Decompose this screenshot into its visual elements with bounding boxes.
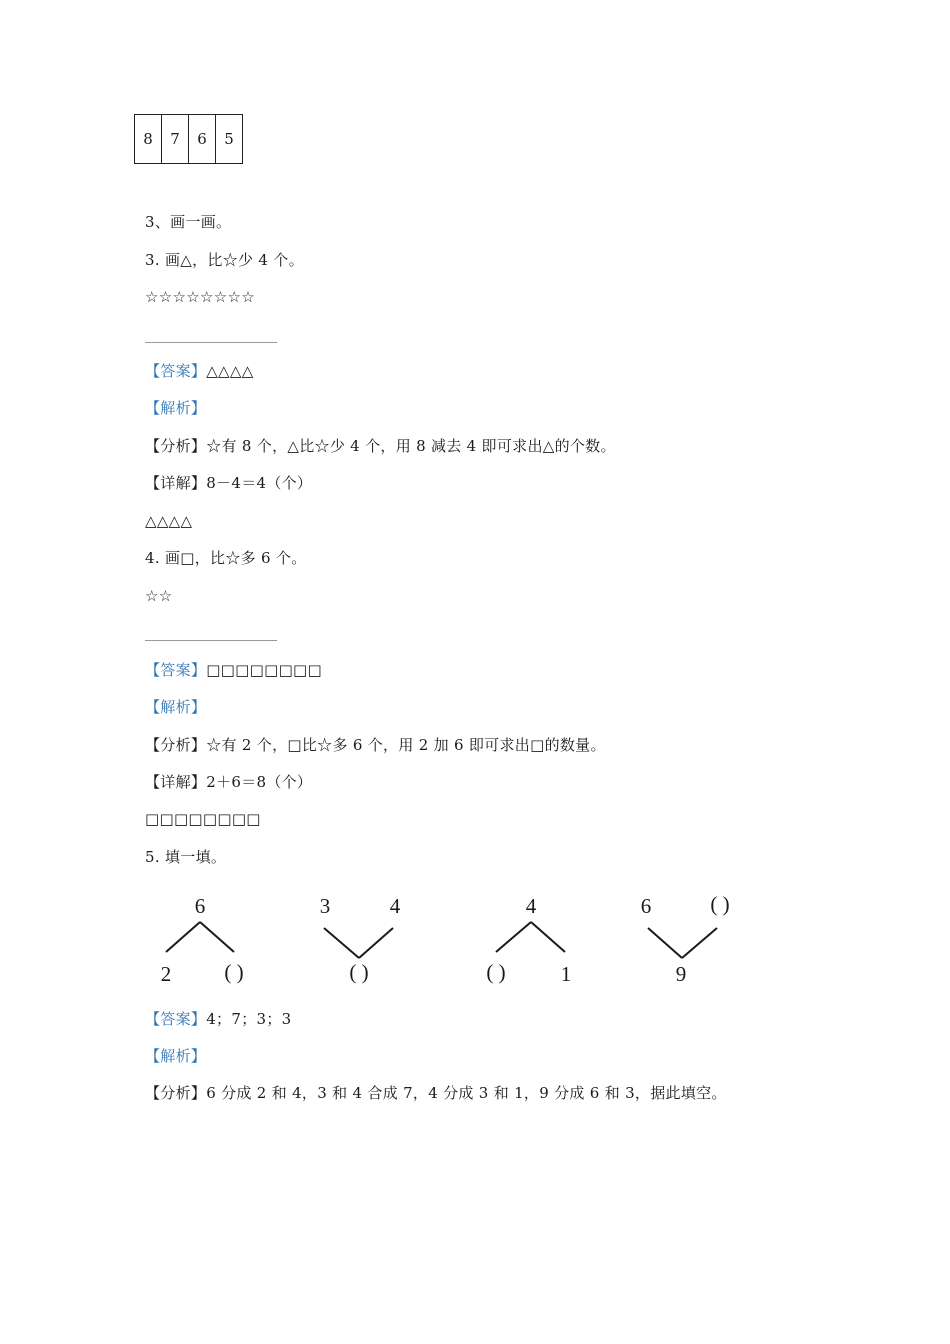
q4-result: □□□□□□□□ xyxy=(145,810,261,828)
detail-text: 8－4＝4（个） xyxy=(206,474,313,492)
section-heading: 3、画一画。 xyxy=(145,213,232,231)
number-cell: 8 xyxy=(135,115,162,164)
answer-label: 【答案】 xyxy=(145,661,207,679)
q4-fenxi xyxy=(145,735,606,755)
detail-label: 【详解】 xyxy=(145,773,207,791)
tree-top-left: 3 xyxy=(319,894,331,918)
tree-top-right-blank: ( ) xyxy=(710,892,730,916)
q3-stars: ☆☆☆☆☆☆☆☆ xyxy=(145,288,255,306)
number-table xyxy=(134,114,243,164)
fenxi-text: ☆有 2 个，□比☆多 6 个，用 2 加 6 即可求出□的数量。 xyxy=(206,736,606,754)
fenxi-label: 【分析】 xyxy=(145,1084,207,1102)
tree-branch-left xyxy=(166,922,200,952)
number-bond-tree-3 xyxy=(486,894,571,986)
tree-top-number: 6 xyxy=(194,894,206,918)
answer-label: 【答案】 xyxy=(145,1010,207,1028)
q5-answer xyxy=(145,1009,291,1029)
number-bond-tree-2 xyxy=(320,894,401,984)
fenxi-text: ☆有 8 个，△比☆少 4 个，用 8 减去 4 即可求出△的个数。 xyxy=(206,437,616,455)
tree-branch-right xyxy=(359,928,393,958)
answer-label: 【答案】 xyxy=(145,362,207,380)
q4-analysis-label: 【解析】 xyxy=(145,698,207,716)
q4-stars: ☆☆ xyxy=(145,587,173,605)
q4-answer-rule xyxy=(145,640,277,641)
tree-bottom-left: 2 xyxy=(160,962,172,986)
q3-analysis-label: 【解析】 xyxy=(145,399,207,417)
answer-value: △△△△ xyxy=(206,362,254,380)
tree-branch-right xyxy=(682,928,717,958)
q4-answer xyxy=(145,660,322,680)
tree-branch-right xyxy=(531,922,565,952)
fenxi-text: 6 分成 2 和 4，3 和 4 合成 7，4 分成 3 和 1，9 分成 6 和 3，据此填空。 xyxy=(206,1084,727,1102)
q3-prompt: 3. 画△，比☆少 4 个。 xyxy=(145,251,304,269)
detail-label: 【详解】 xyxy=(145,474,207,492)
number-bond-tree-1 xyxy=(161,894,244,986)
tree-branch-left xyxy=(496,922,531,952)
number-bond-diagrams xyxy=(0,880,950,990)
q5-fenxi xyxy=(145,1083,727,1103)
number-cell: 7 xyxy=(162,115,189,164)
tree-branch-left xyxy=(648,928,682,958)
detail-text: 2＋6＝8（个） xyxy=(206,773,313,791)
q3-answer-rule xyxy=(145,342,277,343)
q5-prompt: 5. 填一填。 xyxy=(145,848,227,866)
tree-top-right: 4 xyxy=(389,894,401,918)
tree-bottom-blank: ( ) xyxy=(349,960,369,984)
q3-answer xyxy=(145,361,254,381)
q3-result: △△△△ xyxy=(145,512,193,530)
q5-analysis-label: 【解析】 xyxy=(145,1047,207,1065)
number-cell: 5 xyxy=(216,115,243,164)
tree-branch-left xyxy=(324,928,359,958)
answer-value: □□□□□□□□ xyxy=(206,661,322,679)
tree-bottom-number: 9 xyxy=(675,962,687,986)
number-bond-tree-4 xyxy=(641,892,730,986)
tree-bottom-right: 1 xyxy=(560,962,572,986)
tree-top-left: 6 xyxy=(640,894,652,918)
q3-detail xyxy=(145,473,312,493)
tree-branch-right xyxy=(200,922,234,952)
number-cell: 6 xyxy=(189,115,216,164)
fenxi-label: 【分析】 xyxy=(145,736,207,754)
tree-bottom-right-blank: ( ) xyxy=(224,960,244,984)
answer-value: 4；7；3；3 xyxy=(206,1010,292,1028)
q4-detail xyxy=(145,772,312,792)
q3-fenxi xyxy=(145,436,616,456)
fenxi-label: 【分析】 xyxy=(145,437,207,455)
tree-top-number: 4 xyxy=(525,894,537,918)
q4-prompt: 4. 画□，比☆多 6 个。 xyxy=(145,549,307,567)
tree-bottom-left-blank: ( ) xyxy=(486,960,506,984)
